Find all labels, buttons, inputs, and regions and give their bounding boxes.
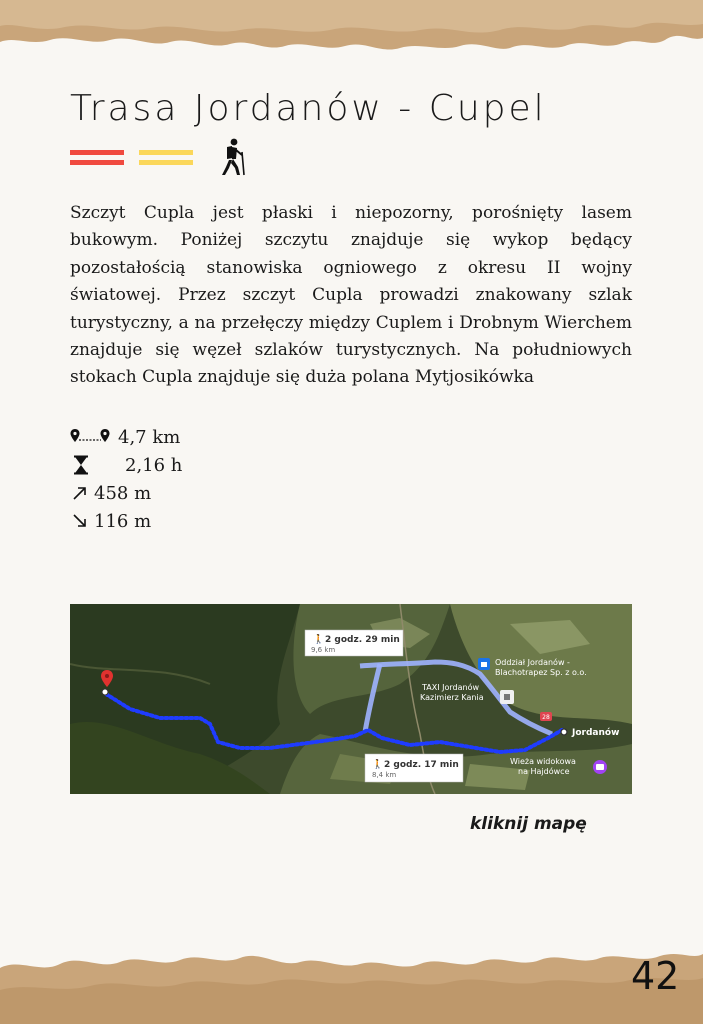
hourglass-icon <box>73 455 89 475</box>
hiker-icon <box>218 138 246 176</box>
yellow-trail-stripe-bottom <box>139 160 193 165</box>
poi-1-line2: Blachotrapez Sp. z o.o. <box>495 668 587 677</box>
red-trail-stripe-bottom <box>70 160 124 165</box>
walk-icon: 🚶 <box>313 635 325 645</box>
ascent-value: 458 m <box>94 482 152 504</box>
poi-2-line2: Kazimierz Kania <box>420 693 484 702</box>
trail-markers <box>70 138 250 178</box>
route-tooltip-main[interactable] <box>365 754 463 782</box>
yellow-trail-stripe-top <box>139 150 193 155</box>
route-tooltip-top[interactable] <box>305 630 403 656</box>
page-title: Trasa Jordanów - Cupel <box>70 88 547 129</box>
descent-value: 116 m <box>94 510 152 532</box>
route-main-dist: 8,4 km <box>372 771 397 779</box>
road-badge: 28 <box>542 714 550 721</box>
stat-distance <box>70 423 182 451</box>
stat-descent <box>70 507 182 535</box>
poi-3-line1: Wieża widokowa <box>510 757 576 766</box>
time-value: 2,16 h <box>125 454 183 476</box>
red-trail-stripe-top <box>70 150 124 155</box>
town-label: Jordanów <box>572 728 620 738</box>
distance-value: 4,7 km <box>118 426 181 448</box>
stat-time <box>70 451 182 479</box>
open-map-link[interactable]: kliknij mapę <box>470 814 587 834</box>
walk-icon: 🚶 <box>372 760 384 770</box>
route-top-dist: 9,6 km <box>311 646 336 654</box>
route-stats <box>70 423 182 535</box>
route-top-time: 2 godz. 29 min <box>325 635 400 645</box>
poi-1-line1: Oddział Jordanów - <box>495 658 570 667</box>
poi-2-line1: TAXI Jordanów <box>422 683 480 692</box>
page-number: 42 <box>631 954 680 998</box>
route-map[interactable] <box>70 604 632 794</box>
poi-3-line2: na Hajdówce <box>518 767 570 776</box>
torn-paper-bottom <box>0 924 703 1024</box>
arrow-down-right-icon <box>72 513 88 529</box>
route-main-time: 2 godz. 17 min <box>384 760 459 770</box>
torn-paper-top <box>0 0 703 60</box>
stat-ascent <box>70 479 182 507</box>
arrow-up-right-icon <box>72 485 88 501</box>
route-description: Szczyt Cupla jest płaski i niepozorny, porośnięty lasem bukowym. Poniżej szczytu znajduje się wykop będący pozostałością stanowiska ogniowego z okresu II wojny światowej. Przez szczyt Cupla prowadzi znakowany szlak turystyczny, a na przełęczy między Cuplem i Drobnym Wierchem znajduje się węzeł szlaków turystycznych. Na południowych stokach Cupla znajduje się duża polana Mytjosikówka <box>70 203 632 388</box>
route-distance-icon <box>70 428 110 446</box>
